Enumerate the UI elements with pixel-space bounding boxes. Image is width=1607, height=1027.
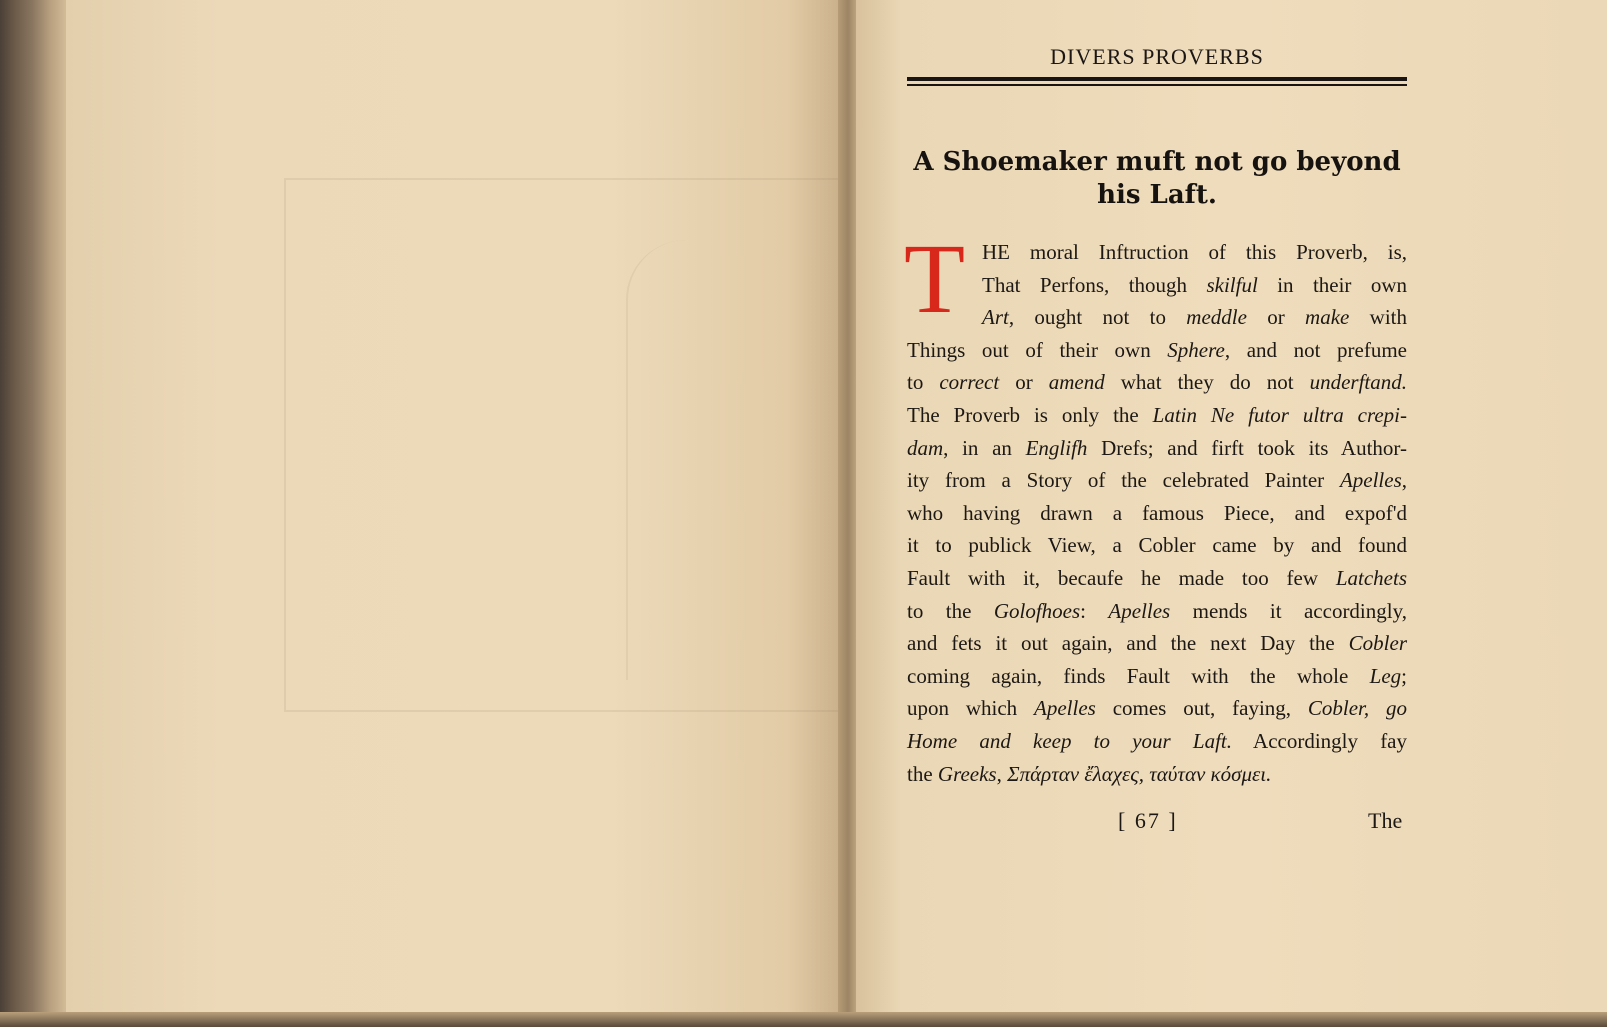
- text-line: [907, 692, 1407, 725]
- italic-text: Greeks: [937, 761, 997, 786]
- text-line: [907, 464, 1407, 497]
- text-line: [907, 529, 1407, 562]
- text-run: ity from a Story of the celebrated Painter: [907, 468, 1340, 493]
- running-head: DIVERS PROVERBS: [1050, 44, 1264, 69]
- text-run: the: [907, 761, 938, 786]
- text-run: it to publick View, a Cobler came by and found: [907, 533, 1407, 558]
- text-line: [907, 366, 1407, 399]
- text-line: [907, 497, 1407, 530]
- text-run: upon which: [907, 696, 1035, 721]
- text-line: [907, 334, 1407, 367]
- italic-text: Σπάρταν ἔλαχες, ταύταν κόσμει.: [1007, 761, 1272, 786]
- italic-text: Latin Ne futor ultra crepi-: [1152, 402, 1407, 427]
- italic-text: Leg: [1369, 663, 1402, 688]
- text-run: and fets it out again, and the next Day the: [907, 631, 1349, 656]
- text-run: mends it accordingly,: [1170, 598, 1407, 623]
- italic-text: Apelles: [1339, 468, 1402, 493]
- text-run: , ought not to: [1008, 305, 1187, 330]
- text-line: [907, 725, 1407, 758]
- text-run: ,: [996, 761, 1008, 786]
- italic-text: meddle: [1186, 305, 1247, 330]
- text-run: That Perfons, though: [982, 272, 1207, 297]
- page-number: [ 67 ]: [1118, 808, 1178, 833]
- show-through-figure: [626, 240, 788, 680]
- italic-text: Englifh: [1025, 435, 1088, 460]
- italic-text: underftand.: [1309, 370, 1407, 395]
- text-line: [907, 399, 1407, 432]
- italic-text: Cobler: [1348, 631, 1407, 656]
- body-text: [907, 236, 1407, 790]
- text-run: Things out of their own: [907, 337, 1168, 362]
- text-run: , and not prefume: [1224, 337, 1407, 362]
- text-run: ;: [1401, 663, 1407, 688]
- left-page: [66, 0, 842, 1027]
- italic-text: skilful: [1206, 272, 1258, 297]
- italic-text: Apelles: [1108, 598, 1171, 623]
- text-run: Fault with it, becaufe he made too few: [907, 565, 1336, 590]
- title-line-2: his Laft.: [1097, 180, 1217, 210]
- text-run: to the: [907, 598, 994, 623]
- text-run: what they do not: [1104, 370, 1310, 395]
- proverb-title: [907, 146, 1407, 212]
- text-line: [907, 269, 1407, 302]
- gutter: [838, 0, 858, 1027]
- text-line: [907, 236, 1407, 269]
- text-run: comes out, faying,: [1095, 696, 1308, 721]
- text-run: , in an: [943, 435, 1026, 460]
- text-run: or: [1246, 305, 1306, 330]
- italic-text: Cobler, go: [1307, 696, 1407, 721]
- text-run: who having drawn a famous Piece, and expof'd: [907, 500, 1407, 525]
- text-run: The Proverb is only the: [907, 402, 1153, 427]
- text-line: [907, 627, 1407, 660]
- text-line: [907, 595, 1407, 628]
- text-line: [907, 301, 1407, 334]
- text-line: [907, 562, 1407, 595]
- italic-text: Home and keep to your Laft.: [907, 728, 1232, 753]
- text-line: [907, 758, 1407, 791]
- italic-text: Latchets: [1335, 565, 1407, 590]
- italic-text: correct: [939, 370, 1000, 395]
- title-line-1: A Shoemaker muft not go beyond: [913, 147, 1401, 177]
- italic-text: Sphere: [1167, 337, 1225, 362]
- header-rule-thin: [907, 84, 1407, 86]
- text-run: HE moral Inftruction of this Proverb, is,: [982, 240, 1407, 264]
- text-run: to: [907, 370, 940, 395]
- italic-text: make: [1305, 305, 1350, 330]
- italic-text: dam: [907, 435, 944, 460]
- page-edges: [0, 0, 72, 1027]
- text-line: [907, 432, 1407, 465]
- italic-text: Apelles: [1034, 696, 1096, 721]
- text-run: with: [1349, 305, 1407, 330]
- text-run: Accordingly fay: [1232, 728, 1408, 753]
- text-run: ,: [1401, 468, 1407, 493]
- text-line: [907, 660, 1407, 693]
- italic-text: Art: [982, 305, 1009, 330]
- text-run: :: [1080, 598, 1109, 623]
- text-run: coming again, finds Fault with the whole: [907, 663, 1370, 688]
- italic-text: amend: [1048, 370, 1105, 395]
- italic-text: Golofhoes: [993, 598, 1081, 623]
- drop-cap: T: [904, 223, 966, 334]
- header-rule-thick: [907, 77, 1407, 81]
- text-run: in their own: [1257, 272, 1407, 297]
- bottom-edge: [0, 1012, 1607, 1027]
- text-run: Drefs; and firft took its Author-: [1087, 435, 1407, 460]
- catchword: The: [1368, 808, 1403, 833]
- text-run: or: [999, 370, 1049, 395]
